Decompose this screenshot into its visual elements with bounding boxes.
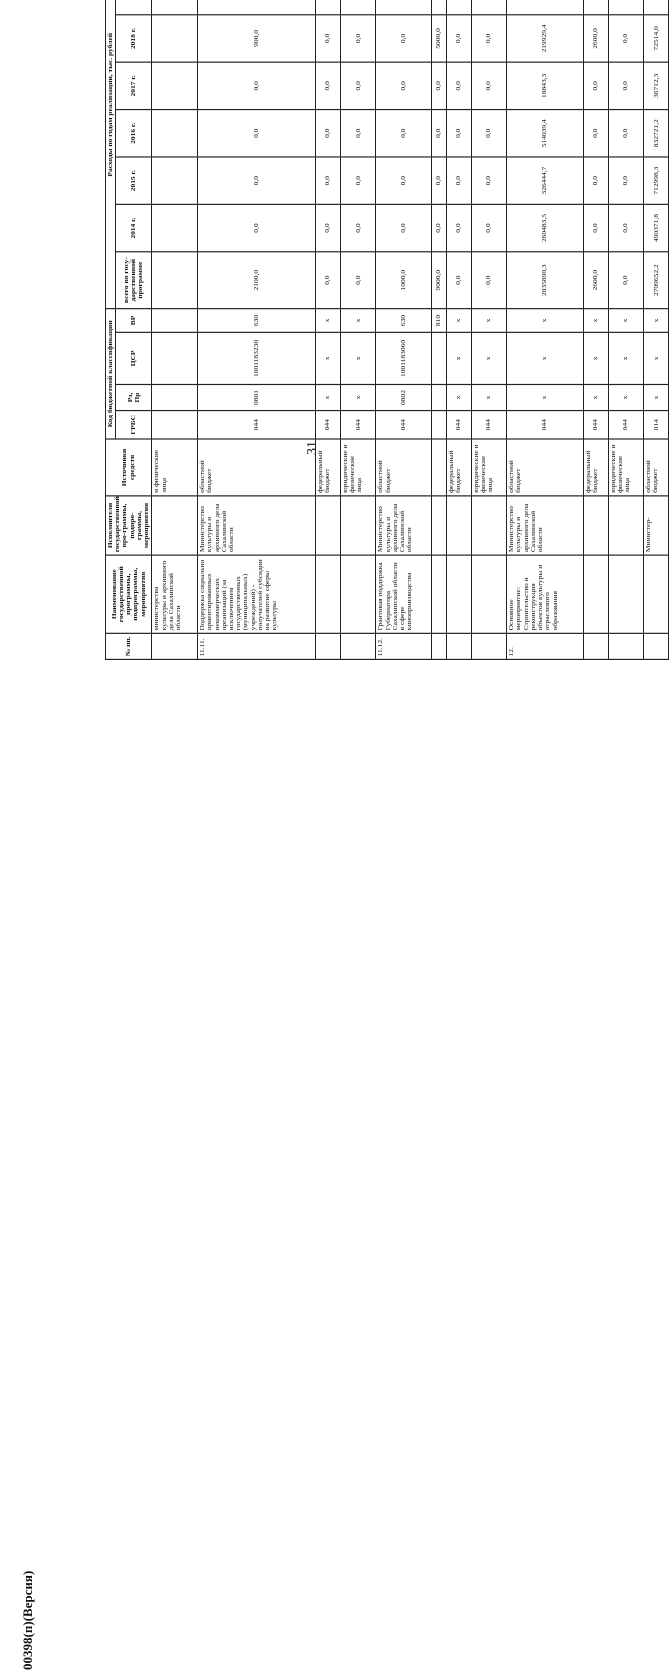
table-row bbox=[644, 0, 669, 659]
cell-y2017: 0,0 bbox=[432, 62, 447, 109]
cell-y2018: 72514,0 bbox=[644, 15, 669, 62]
cell-csr: х bbox=[507, 332, 584, 384]
cell-vr: х bbox=[316, 309, 341, 333]
header-csr: ЦСР bbox=[116, 332, 152, 384]
cell-grbs: 044 bbox=[316, 411, 341, 439]
cell-source: областной бюджет bbox=[507, 439, 584, 496]
table-row bbox=[583, 0, 608, 659]
header-code-group: Код бюджетной классификации bbox=[106, 309, 116, 439]
cell-y2016: 0,0 bbox=[432, 110, 447, 157]
cell-vr: х bbox=[446, 309, 471, 333]
cell-rzpr: х bbox=[583, 384, 608, 410]
cell-name bbox=[432, 555, 447, 633]
cell-total: 2035890,3 bbox=[507, 252, 584, 309]
cell-executor bbox=[471, 496, 506, 555]
cell-y2019 bbox=[316, 0, 341, 15]
document-code: 00398(п)(Версия) bbox=[20, 1570, 35, 1670]
cell-y2015: 712998,3 bbox=[644, 157, 669, 204]
cell-num: 11.11. bbox=[198, 633, 316, 659]
cell-grbs bbox=[152, 411, 198, 439]
header-grbs: ГРБС bbox=[116, 411, 152, 439]
cell-csr: х bbox=[316, 332, 341, 384]
cell-total: 0,0 bbox=[608, 252, 643, 309]
cell-y2017: 0,0 bbox=[376, 62, 432, 109]
cell-y2016: 0,0 bbox=[471, 110, 506, 157]
cell-rzpr bbox=[152, 384, 198, 410]
cell-y2019 bbox=[608, 0, 643, 15]
cell-y2019 bbox=[198, 0, 316, 15]
cell-rzpr: х bbox=[316, 384, 341, 410]
cell-source: юридические и физические лица bbox=[608, 439, 643, 496]
cell-y2019 bbox=[507, 0, 584, 15]
cell-y2018: 0,0 bbox=[376, 15, 432, 62]
cell-rzpr: х bbox=[644, 384, 669, 410]
cell-num bbox=[583, 633, 608, 659]
cell-y2014: 0,0 bbox=[198, 204, 316, 251]
cell-executor bbox=[152, 496, 198, 555]
cell-rzpr: х bbox=[507, 384, 584, 410]
table-row bbox=[432, 0, 447, 659]
header-name: Наименование государственной программы, подпрограммы, мероприятия bbox=[106, 555, 152, 633]
cell-y2016 bbox=[152, 110, 198, 157]
cell-csr: х bbox=[446, 332, 471, 384]
cell-total: 0,0 bbox=[316, 252, 341, 309]
cell-grbs: 044 bbox=[341, 411, 376, 439]
cell-vr: 810 bbox=[432, 309, 447, 333]
cell-total: 0,0 bbox=[471, 252, 506, 309]
cell-y2016: 0,0 bbox=[608, 110, 643, 157]
cell-num bbox=[341, 633, 376, 659]
cell-y2018: 219929,4 bbox=[507, 15, 584, 62]
cell-y2015 bbox=[152, 157, 198, 204]
cell-y2018: 2600,0 bbox=[583, 15, 608, 62]
cell-grbs bbox=[432, 411, 447, 439]
cell-y2018: 0,0 bbox=[471, 15, 506, 62]
cell-num bbox=[432, 633, 447, 659]
header-num: № пп. bbox=[106, 633, 152, 659]
cell-executor bbox=[432, 496, 447, 555]
cell-rzpr: 0801 bbox=[198, 384, 316, 410]
cell-y2015: 0,0 bbox=[376, 157, 432, 204]
cell-y2019 bbox=[152, 0, 198, 15]
cell-csr: х bbox=[608, 332, 643, 384]
cell-name bbox=[608, 555, 643, 633]
cell-executor: Министерство культуры и архивного дела Сахалинской области bbox=[376, 496, 432, 555]
table-row bbox=[608, 0, 643, 659]
header-rzpr: Рз, Пр bbox=[116, 384, 152, 410]
cell-name: Основное мероприятие: Строительство и реконструкция объектов культуры и отраслевого образования bbox=[507, 555, 584, 633]
cell-grbs: 014 bbox=[644, 411, 669, 439]
header-spend-group: Расходы по годам реализации, тыс. рублей bbox=[106, 0, 116, 309]
cell-num bbox=[446, 633, 471, 659]
cell-num bbox=[608, 633, 643, 659]
cell-y2015: 0,0 bbox=[316, 157, 341, 204]
cell-name bbox=[644, 555, 669, 633]
cell-source: федеральный бюджет bbox=[316, 439, 341, 496]
table-row bbox=[376, 0, 432, 659]
cell-y2018: 0,0 bbox=[608, 15, 643, 62]
cell-y2016: 832721,2 bbox=[644, 110, 669, 157]
cell-y2014: 0,0 bbox=[608, 204, 643, 251]
cell-grbs: 044 bbox=[376, 411, 432, 439]
cell-y2014: 0,0 bbox=[376, 204, 432, 251]
header-executor: Исполнители государственной про-граммы, подпро-граммы, мероприятия bbox=[106, 496, 152, 555]
cell-y2019 bbox=[583, 0, 608, 15]
cell-grbs: 044 bbox=[471, 411, 506, 439]
header-2015: 2015 г. bbox=[116, 157, 152, 204]
cell-vr bbox=[152, 309, 198, 333]
cell-y2014: 0,0 bbox=[446, 204, 471, 251]
cell-total: 2600,0 bbox=[583, 252, 608, 309]
cell-y2016: 0,0 bbox=[341, 110, 376, 157]
table-row bbox=[471, 0, 506, 659]
cell-y2017: 18843,3 bbox=[507, 62, 584, 109]
header-vr: ВР bbox=[116, 309, 152, 333]
cell-y2017: 0,0 bbox=[198, 62, 316, 109]
cell-source: федеральный бюджет bbox=[446, 439, 471, 496]
cell-total: 2709652,2 bbox=[644, 252, 669, 309]
cell-y2016: 514039,4 bbox=[507, 110, 584, 157]
cell-executor: Министер- bbox=[644, 496, 669, 555]
cell-y2018: 5000,0 bbox=[432, 15, 447, 62]
cell-source: федеральный бюджет bbox=[583, 439, 608, 496]
cell-vr: х bbox=[583, 309, 608, 333]
cell-y2019 bbox=[376, 0, 432, 15]
header-2018: 2018 г. bbox=[116, 15, 152, 62]
cell-name bbox=[471, 555, 506, 633]
cell-y2017: 0,0 bbox=[446, 62, 471, 109]
cell-y2015: 0,0 bbox=[198, 157, 316, 204]
cell-vr: 630 bbox=[376, 309, 432, 333]
cell-num: 11.12. bbox=[376, 633, 432, 659]
cell-y2016: 0,0 bbox=[583, 110, 608, 157]
cell-y2016: 0,0 bbox=[446, 110, 471, 157]
cell-total: 2100,0 bbox=[198, 252, 316, 309]
cell-executor: Министерство культуры и архивного дела Сахалинской области bbox=[507, 496, 584, 555]
table-row bbox=[152, 0, 198, 659]
cell-csr: х bbox=[471, 332, 506, 384]
cell-total: 9000,0 bbox=[432, 252, 447, 309]
cell-csr bbox=[152, 332, 198, 384]
cell-grbs: 044 bbox=[583, 411, 608, 439]
cell-name: министерства культуры и архивного дела Сахалинской области bbox=[152, 555, 198, 633]
cell-executor bbox=[583, 496, 608, 555]
cell-y2015: 0,0 bbox=[471, 157, 506, 204]
cell-rzpr: 0802 bbox=[376, 384, 432, 410]
header-row-1 bbox=[106, 0, 116, 659]
cell-y2014: 0,0 bbox=[583, 204, 608, 251]
cell-num bbox=[152, 633, 198, 659]
cell-num bbox=[471, 633, 506, 659]
cell-executor bbox=[446, 496, 471, 555]
cell-y2016: 0,0 bbox=[376, 110, 432, 157]
cell-source: юридические и физические лица bbox=[341, 439, 376, 496]
table-row bbox=[198, 0, 316, 659]
table-row bbox=[341, 0, 376, 659]
cell-y2015: 326444,7 bbox=[507, 157, 584, 204]
cell-source: областной бюджет bbox=[644, 439, 669, 496]
cell-num bbox=[644, 633, 669, 659]
cell-source: юридические и физические лица bbox=[471, 439, 506, 496]
cell-num: 12. bbox=[507, 633, 584, 659]
cell-grbs: 044 bbox=[507, 411, 584, 439]
cell-y2014: 260483,5 bbox=[507, 204, 584, 251]
cell-y2014: 490371,8 bbox=[644, 204, 669, 251]
cell-y2017: 0,0 bbox=[583, 62, 608, 109]
cell-y2019 bbox=[432, 0, 447, 15]
cell-vr: х bbox=[644, 309, 669, 333]
header-2016: 2016 г. bbox=[116, 110, 152, 157]
cell-executor bbox=[608, 496, 643, 555]
cell-y2019 bbox=[644, 0, 669, 15]
header-total: всего по госу-дарственной программе bbox=[116, 252, 152, 309]
cell-rzpr bbox=[432, 384, 447, 410]
cell-csr: х bbox=[583, 332, 608, 384]
cell-executor bbox=[341, 496, 376, 555]
cell-y2015: 0,0 bbox=[583, 157, 608, 204]
cell-y2017: 36712,3 bbox=[644, 62, 669, 109]
cell-y2014: 0,0 bbox=[316, 204, 341, 251]
cell-y2018 bbox=[152, 15, 198, 62]
cell-y2018: 0,0 bbox=[446, 15, 471, 62]
cell-vr: х bbox=[608, 309, 643, 333]
cell-y2015: 0,0 bbox=[432, 157, 447, 204]
cell-grbs: 044 bbox=[198, 411, 316, 439]
cell-vr: х bbox=[507, 309, 584, 333]
cell-y2019 bbox=[471, 0, 506, 15]
cell-y2014: 0,0 bbox=[471, 204, 506, 251]
cell-source: областной бюджет bbox=[198, 439, 316, 496]
cell-y2014: 0,0 bbox=[341, 204, 376, 251]
cell-vr: х bbox=[341, 309, 376, 333]
table-row bbox=[446, 0, 471, 659]
cell-csr bbox=[432, 332, 447, 384]
cell-executor: Министерство культуры и архивного дела Сахалинской области bbox=[198, 496, 316, 555]
cell-csr: х bbox=[644, 332, 669, 384]
cell-y2017: 0,0 bbox=[608, 62, 643, 109]
cell-total bbox=[152, 252, 198, 309]
header-source: Источники средств bbox=[106, 439, 152, 496]
cell-source: областной бюджет bbox=[376, 439, 432, 496]
cell-rzpr: х bbox=[446, 384, 471, 410]
cell-source bbox=[432, 439, 447, 496]
cell-y2018: 900,0 bbox=[198, 15, 316, 62]
cell-y2016: 0,0 bbox=[316, 110, 341, 157]
cell-name bbox=[316, 555, 341, 633]
table-row bbox=[507, 0, 584, 659]
cell-y2015: 0,0 bbox=[446, 157, 471, 204]
cell-name bbox=[583, 555, 608, 633]
cell-executor bbox=[316, 496, 341, 555]
cell-total: 0,0 bbox=[341, 252, 376, 309]
header-2017: 2017 г. bbox=[116, 62, 152, 109]
cell-y2018: 0,0 bbox=[316, 15, 341, 62]
rotated-table-container bbox=[105, 0, 660, 660]
cell-source: и физические лица bbox=[152, 439, 198, 496]
cell-csr: 1001183230 bbox=[198, 332, 316, 384]
cell-name: Поддержка социально ориентированных некоммерческих организаций (за исключением государственных (муниципальных) учреждений) - получателей субсидии на развитие сферы культуры bbox=[198, 555, 316, 633]
cell-csr: 1001183060 bbox=[376, 332, 432, 384]
cell-y2017: 0,0 bbox=[341, 62, 376, 109]
cell-y2017: 0,0 bbox=[316, 62, 341, 109]
header-2014: 2014 г. bbox=[116, 204, 152, 251]
cell-name bbox=[446, 555, 471, 633]
budget-table bbox=[105, 0, 669, 660]
table-row bbox=[316, 0, 341, 659]
cell-y2019 bbox=[341, 0, 376, 15]
cell-y2015: 0,0 bbox=[341, 157, 376, 204]
cell-y2015: 0,0 bbox=[608, 157, 643, 204]
cell-vr: 630 bbox=[198, 309, 316, 333]
cell-y2014: 0,0 bbox=[432, 204, 447, 251]
cell-y2018: 0,0 bbox=[341, 15, 376, 62]
cell-rzpr: х bbox=[471, 384, 506, 410]
cell-y2019 bbox=[446, 0, 471, 15]
cell-rzpr: х bbox=[341, 384, 376, 410]
cell-total: 1000,0 bbox=[376, 252, 432, 309]
cell-name: Грантовая поддержка Губернатора Сахалинской области в сфере кинопроизводства bbox=[376, 555, 432, 633]
table-body bbox=[152, 0, 669, 659]
cell-name bbox=[341, 555, 376, 633]
cell-num bbox=[316, 633, 341, 659]
cell-csr: х bbox=[341, 332, 376, 384]
cell-rzpr: х bbox=[608, 384, 643, 410]
cell-y2017: 0,0 bbox=[471, 62, 506, 109]
cell-total: 0,0 bbox=[446, 252, 471, 309]
page-number: 31 bbox=[305, 441, 320, 455]
cell-grbs: 044 bbox=[446, 411, 471, 439]
cell-y2016: 0,0 bbox=[198, 110, 316, 157]
cell-y2017 bbox=[152, 62, 198, 109]
cell-y2014 bbox=[152, 204, 198, 251]
header-2019 bbox=[116, 0, 152, 15]
cell-grbs: 044 bbox=[608, 411, 643, 439]
cell-vr: х bbox=[471, 309, 506, 333]
